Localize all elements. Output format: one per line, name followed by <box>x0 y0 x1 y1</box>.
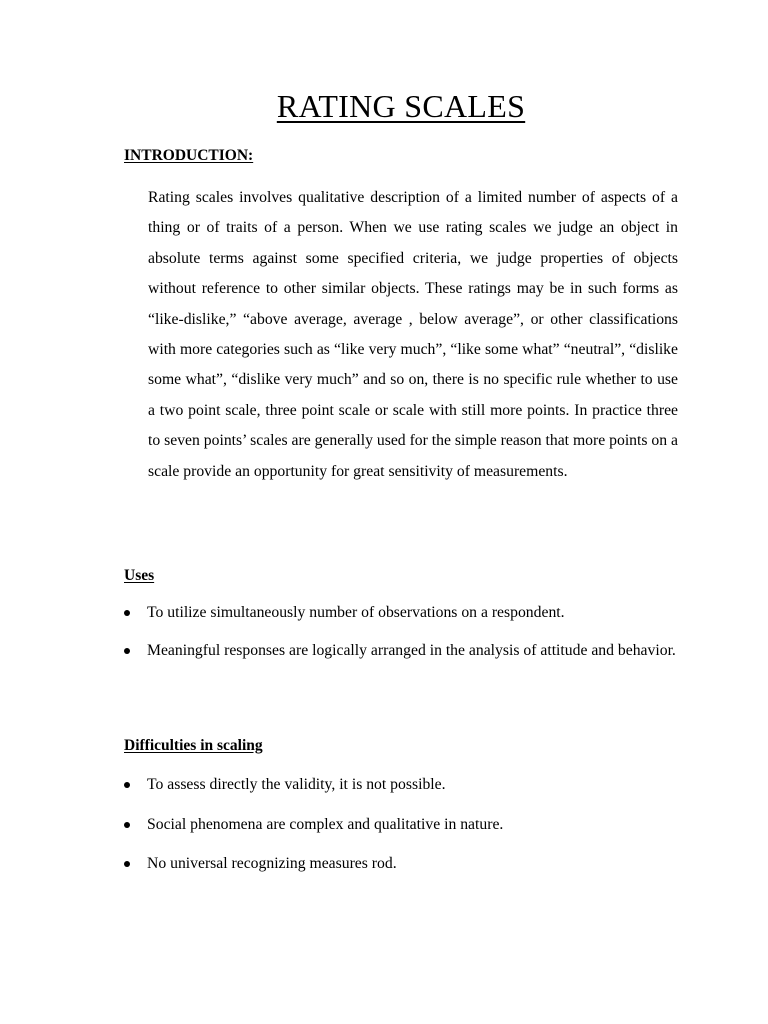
difficulties-list <box>124 772 684 876</box>
list-item <box>124 638 684 663</box>
uses-list <box>124 600 684 663</box>
difficulties-heading: Difficulties in scaling <box>124 737 263 754</box>
page-title: RATING SCALES <box>276 88 526 124</box>
list-item-text: No universal recognizing measures rod. <box>147 855 397 872</box>
list-item-text: To utilize simultaneously number of observations on a respondent. <box>147 604 565 621</box>
bullet-icon <box>124 822 130 828</box>
introduction-heading: INTRODUCTION: <box>124 147 254 164</box>
list-item <box>124 812 684 837</box>
introduction-paragraph: Rating scales involves qualitative description of a limited number of aspects of a thing or of traits of a person. When we use rating scales we judge an object in absolute terms against some specified criteria, we judge properties of objects without reference to other similar objects. These ratings may be in such forms as “like-dislike,” “above average, average , below average”, or other classifications with more categories such as “like very much”, “like some what” “neutral”, “dislike some what”, “dislike very much” and so on, there is no specific rule whether to use a two point scale, three point scale or scale with still more points. In practice three to seven points’ scales are generally used for the simple reason that more points on a scale provide an opportunity for great sensitivity of measurements. <box>148 189 678 480</box>
uses-heading: Uses <box>124 567 155 584</box>
list-item-text: Social phenomena are complex and qualitative in nature. <box>147 816 504 833</box>
list-item <box>124 600 684 625</box>
list-item-text: To assess directly the validity, it is not possible. <box>147 776 446 793</box>
list-item-text: Meaningful responses are logically arranged in the analysis of attitude and behavior. <box>147 642 676 659</box>
bullet-icon <box>124 782 130 788</box>
bullet-icon <box>124 648 130 654</box>
list-item <box>124 772 684 797</box>
bullet-icon <box>124 861 130 867</box>
list-item <box>124 851 684 876</box>
bullet-icon <box>124 610 130 616</box>
